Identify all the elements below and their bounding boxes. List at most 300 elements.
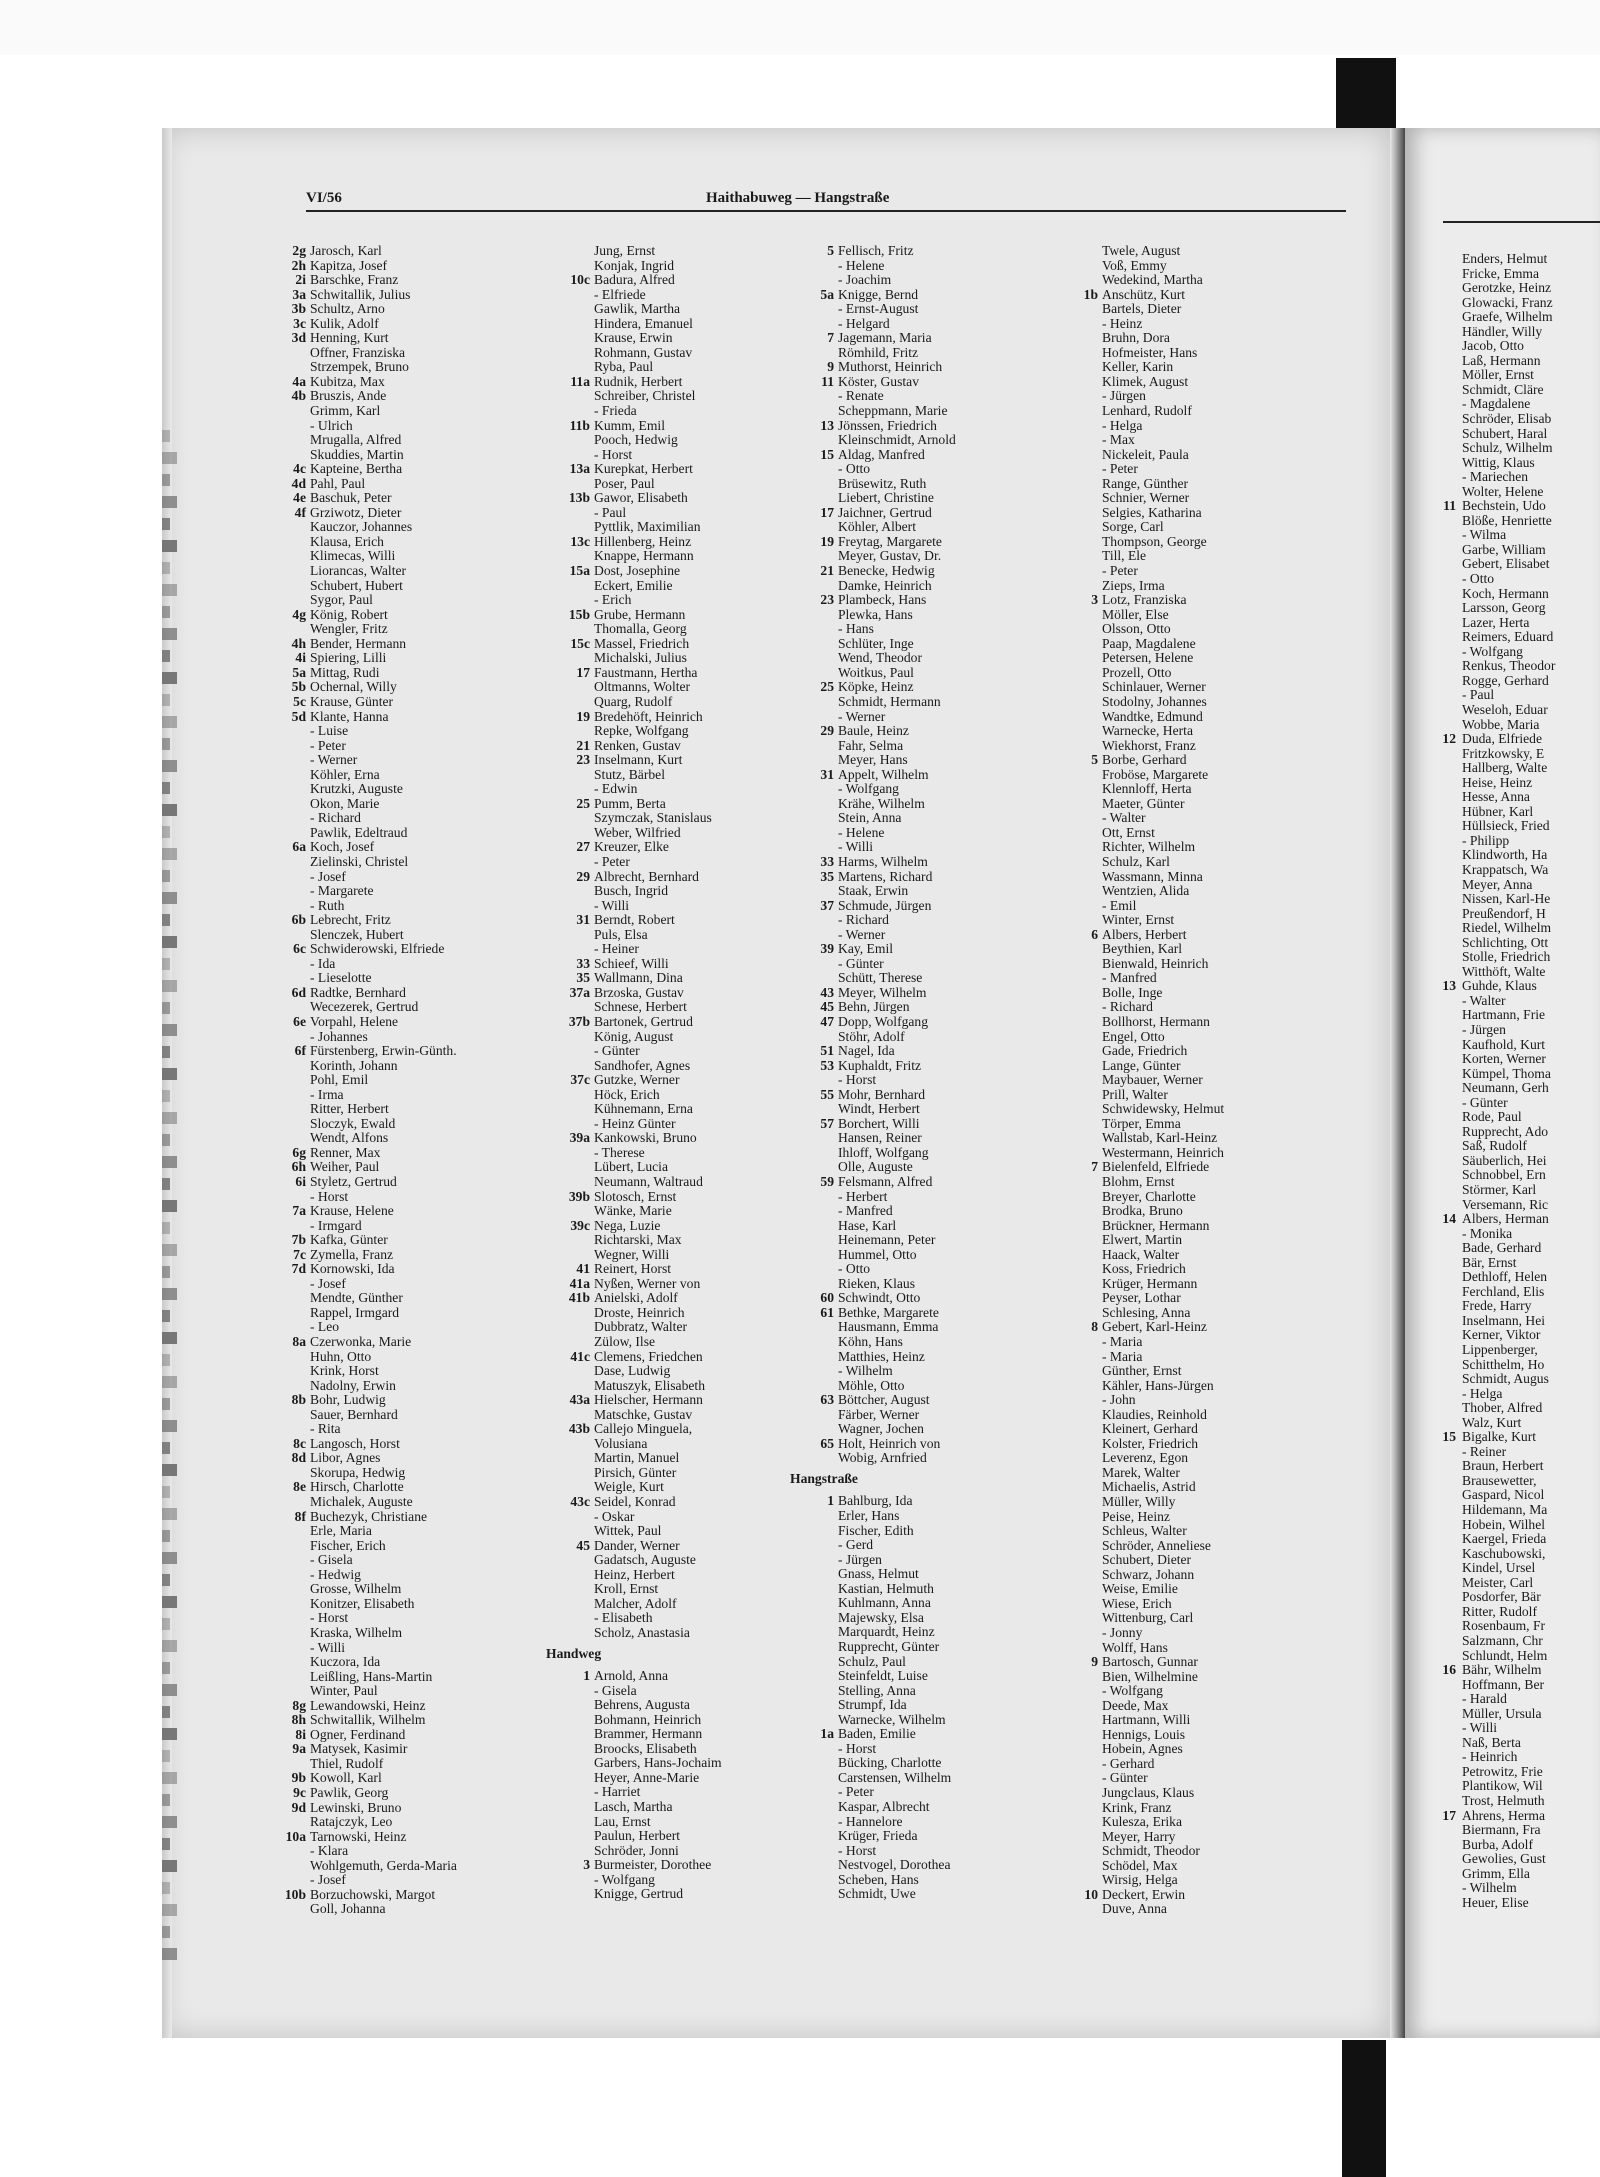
- resident-entry: [1054, 1699, 1354, 1714]
- resident-entry: [790, 1059, 1080, 1074]
- resident-name: - Helene: [838, 257, 885, 273]
- resident-entry: [262, 768, 552, 783]
- scan-mark: [162, 870, 170, 882]
- house-number: 11b: [569, 417, 590, 433]
- resident-name: Barschke, Franz: [310, 272, 399, 288]
- resident-name: Weigle, Kurt: [594, 1479, 664, 1495]
- resident-name: Wirsig, Helga: [1102, 1872, 1178, 1888]
- house-number: 31: [576, 912, 590, 928]
- resident-entry: [546, 957, 826, 972]
- resident-name: Goll, Johanna: [310, 1901, 386, 1917]
- resident-name: Bolle, Inge: [1102, 984, 1163, 1000]
- resident-name: Kroll, Ernst: [594, 1581, 659, 1597]
- resident-name: Jönssen, Friedrich: [838, 417, 937, 433]
- resident-name: Schultz, Arno: [310, 301, 385, 317]
- house-number: 13b: [568, 490, 590, 506]
- resident-entry: [790, 549, 1080, 564]
- resident-name: Bigalke, Kurt: [1462, 1429, 1536, 1445]
- resident-entry: [262, 1742, 552, 1757]
- resident-entry: [1054, 1902, 1354, 1917]
- resident-name: Baschuk, Peter: [310, 490, 392, 506]
- resident-name: Krink, Franz: [1102, 1799, 1172, 1815]
- resident-name: Bähr, Wilhelm: [1462, 1662, 1542, 1678]
- scan-mark: [162, 892, 177, 904]
- house-number: 1: [827, 1493, 834, 1509]
- resident-name: Brodka, Bruno: [1102, 1203, 1183, 1219]
- resident-name: Warnecke, Wilhelm: [838, 1711, 946, 1727]
- resident-entry: [262, 244, 552, 259]
- resident-entry: [546, 1335, 826, 1350]
- resident-name: Heise, Heinz: [1462, 774, 1533, 790]
- resident-name: Neumann, Gerh: [1462, 1080, 1549, 1096]
- resident-name: Heuer, Elise: [1462, 1894, 1529, 1910]
- resident-name: Bartels, Dieter: [1102, 301, 1182, 317]
- house-number: 11a: [570, 373, 590, 389]
- scan-mark: [162, 1904, 177, 1916]
- resident-entry: [546, 244, 826, 259]
- resident-entry: [546, 884, 826, 899]
- resident-entry: [262, 1757, 552, 1772]
- resident-entry: [790, 1000, 1080, 1015]
- resident-name: Ihloff, Wolfgang: [838, 1144, 929, 1160]
- resident-entry: [546, 1262, 826, 1277]
- resident-name: - Richard: [1102, 999, 1153, 1015]
- resident-entry: [790, 1320, 1080, 1335]
- scan-mark: [162, 958, 170, 970]
- resident-entry: [1442, 1299, 1600, 1314]
- resident-entry: [262, 1320, 552, 1335]
- house-number: 39c: [570, 1217, 590, 1233]
- resident-name: - Joachim: [838, 272, 892, 288]
- resident-entry: [546, 1015, 826, 1030]
- resident-entry: [262, 404, 552, 419]
- resident-entry: [790, 811, 1080, 826]
- resident-name: - Horst: [838, 1842, 877, 1858]
- resident-name: Bienwald, Heinrich: [1102, 955, 1209, 971]
- resident-entry: [546, 971, 826, 986]
- resident-name: Bien, Wilhelmine: [1102, 1668, 1198, 1684]
- resident-name: König, August: [594, 1028, 674, 1044]
- resident-entry: [1054, 1015, 1354, 1030]
- resident-name: Kapteine, Bertha: [310, 461, 403, 477]
- resident-entry: [1442, 339, 1600, 354]
- resident-name: Krutzki, Auguste: [310, 781, 403, 797]
- resident-entry: [546, 419, 826, 434]
- resident-entry: [790, 1175, 1080, 1190]
- resident-entry: [790, 579, 1080, 594]
- resident-entry: [1054, 1190, 1354, 1205]
- resident-entry: [262, 724, 552, 739]
- resident-name: Wiese, Erich: [1102, 1595, 1172, 1611]
- house-number: 4g: [292, 606, 306, 622]
- resident-name: - Ernst-August: [838, 301, 919, 317]
- resident-entry: [1054, 1451, 1354, 1466]
- resident-name: Krüger, Frieda: [838, 1828, 918, 1844]
- resident-entry: [262, 520, 552, 535]
- resident-name: Jaichner, Gertrud: [838, 504, 932, 520]
- resident-name: Schitthelm, Ho: [1462, 1356, 1545, 1372]
- resident-name: - Leo: [310, 1319, 340, 1335]
- house-number: 47: [820, 1013, 834, 1029]
- resident-name: Rieken, Klaus: [838, 1275, 916, 1291]
- resident-entry: [1054, 1539, 1354, 1554]
- resident-entry: [262, 840, 552, 855]
- resident-name: - Gerhard: [1102, 1755, 1155, 1771]
- resident-entry: [1442, 703, 1600, 718]
- resident-entry: [1054, 1888, 1354, 1903]
- resident-entry: [1054, 360, 1354, 375]
- resident-name: Grimm, Karl: [310, 403, 381, 419]
- resident-entry: [1054, 1350, 1354, 1365]
- resident-entry: [546, 375, 826, 390]
- resident-entry: [262, 622, 552, 637]
- resident-name: Albers, Herbert: [1102, 926, 1187, 942]
- resident-entry: [546, 593, 826, 608]
- resident-entry: [546, 797, 826, 812]
- resident-name: Hummel, Otto: [838, 1246, 917, 1262]
- resident-name: - Wilma: [1462, 527, 1507, 543]
- resident-name: Duve, Anna: [1102, 1901, 1167, 1917]
- resident-name: Dase, Ludwig: [594, 1363, 671, 1379]
- resident-name: Graefe, Wilhelm: [1462, 309, 1553, 325]
- house-number: 5a: [292, 664, 306, 680]
- resident-entry: [262, 1844, 552, 1859]
- resident-name: Richter, Wilhelm: [1102, 839, 1196, 855]
- resident-name: Kolster, Friedrich: [1102, 1435, 1199, 1451]
- house-number: 8g: [292, 1697, 306, 1713]
- resident-name: Kleinert, Gerhard: [1102, 1421, 1198, 1437]
- resident-entry: [1442, 718, 1600, 733]
- resident-name: Stolle, Friedrich: [1462, 949, 1551, 965]
- resident-entry: [1054, 244, 1354, 259]
- resident-name: Repke, Wolfgang: [594, 723, 689, 739]
- resident-entry: [790, 1030, 1080, 1045]
- resident-entry: [262, 564, 552, 579]
- house-number: 25: [820, 679, 834, 695]
- resident-entry: [790, 1771, 1080, 1786]
- resident-entry: [1054, 1248, 1354, 1263]
- resident-name: Buchezyk, Christiane: [310, 1508, 428, 1524]
- resident-entry: [546, 302, 826, 317]
- house-number: 35: [820, 868, 834, 884]
- house-number: 12: [1442, 731, 1456, 747]
- resident-name: Felsmann, Alfred: [838, 1174, 933, 1189]
- resident-name: Krüger, Hermann: [1102, 1275, 1198, 1291]
- resident-name: Störmer, Karl: [1462, 1182, 1537, 1197]
- house-number: 45: [576, 1537, 590, 1553]
- resident-entry: [1054, 695, 1354, 710]
- resident-name: Mittag, Rudi: [310, 664, 380, 680]
- resident-name: Wobig, Arnfried: [838, 1450, 927, 1466]
- house-number: 5: [1091, 752, 1098, 768]
- resident-entry: [546, 1873, 826, 1888]
- resident-name: Liorancas, Walter: [310, 563, 407, 579]
- scan-mark: [162, 1882, 170, 1894]
- resident-entry: [262, 1524, 552, 1539]
- street-heading: Handweg: [546, 1645, 602, 1661]
- resident-name: Posdorfer, Bär: [1462, 1589, 1541, 1605]
- resident-entry: [1054, 1175, 1354, 1190]
- resident-entry: [262, 419, 552, 434]
- resident-name: Hobein, Agnes: [1102, 1741, 1183, 1757]
- resident-entry: [262, 753, 552, 768]
- resident-name: Deckert, Erwin: [1102, 1886, 1186, 1902]
- resident-entry: [1442, 1649, 1600, 1664]
- resident-entry: [1054, 520, 1354, 535]
- resident-entry: [1054, 1626, 1354, 1641]
- resident-name: Muthorst, Heinrich: [838, 359, 943, 375]
- resident-name: - Peter: [1102, 563, 1138, 579]
- resident-name: Hielscher, Hermann: [594, 1392, 703, 1408]
- resident-name: Borzuchowski, Margot: [310, 1886, 436, 1902]
- resident-entry: [790, 1640, 1080, 1655]
- resident-name: Hübner, Karl: [1462, 803, 1534, 819]
- resident-name: Radtke, Bernhard: [310, 984, 406, 1000]
- resident-name: Schubert, Haral: [1462, 425, 1548, 441]
- resident-name: - Willi: [838, 839, 874, 855]
- resident-entry: [1442, 616, 1600, 631]
- scan-mark: [162, 1530, 170, 1542]
- scan-mark: [162, 1090, 170, 1102]
- resident-name: Massel, Friedrich: [594, 635, 690, 651]
- house-number: 15a: [569, 563, 590, 579]
- resident-entry: [546, 1713, 826, 1728]
- resident-name: Klimecas, Willi: [310, 548, 396, 564]
- resident-name: Prozell, Otto: [1102, 664, 1172, 680]
- resident-name: Nyßen, Werner von: [594, 1275, 701, 1291]
- resident-name: Wengler, Fritz: [310, 621, 388, 637]
- house-number: 4h: [291, 635, 306, 651]
- resident-name: Gebert, Elisabet: [1462, 556, 1550, 572]
- resident-name: Gawor, Elisabeth: [594, 490, 688, 506]
- house-number: 19: [820, 533, 834, 549]
- resident-entry: [262, 593, 552, 608]
- resident-name: Gutzke, Werner: [594, 1072, 680, 1088]
- resident-name: - Wolfgang: [1102, 1683, 1163, 1699]
- resident-entry: [1054, 1306, 1354, 1321]
- resident-entry: [1054, 666, 1354, 681]
- resident-name: Günther, Ernst: [1102, 1363, 1182, 1379]
- resident-entry: [262, 1248, 552, 1263]
- resident-name: Winter, Paul: [310, 1683, 378, 1699]
- resident-entry: [1054, 1073, 1354, 1088]
- resident-name: Rappel, Irmgard: [310, 1304, 400, 1320]
- resident-entry: [262, 1655, 552, 1670]
- resident-name: Voß, Emmy: [1102, 257, 1167, 273]
- resident-name: - Wilhelm: [838, 1363, 893, 1379]
- resident-entry: [1442, 892, 1600, 907]
- resident-entry: [262, 1713, 552, 1728]
- house-number: 37c: [570, 1072, 590, 1088]
- resident-entry: [1054, 1320, 1354, 1335]
- resident-name: Bohmann, Heinrich: [594, 1711, 702, 1727]
- resident-entry: [262, 1451, 552, 1466]
- resident-entry: [1442, 965, 1600, 980]
- resident-entry: [1054, 768, 1354, 783]
- resident-name: Meister, Carl: [1462, 1574, 1534, 1590]
- resident-entry: [1054, 302, 1354, 317]
- resident-name: Salzmann, Chr: [1462, 1632, 1543, 1648]
- resident-entry: [790, 375, 1080, 390]
- resident-name: Koch, Hermann: [1462, 585, 1549, 601]
- resident-entry: [546, 1073, 826, 1088]
- resident-name: - Jürgen: [1462, 1021, 1506, 1037]
- house-number: 5: [827, 243, 834, 258]
- house-number: 14: [1442, 1211, 1456, 1227]
- resident-name: Holt, Heinrich von: [838, 1435, 941, 1451]
- resident-name: Nestvogel, Dorothea: [838, 1857, 951, 1873]
- scan-mark: [162, 1640, 177, 1652]
- resident-name: Schmidt, Cläre: [1462, 381, 1544, 397]
- resident-name: Gewolies, Gust: [1462, 1851, 1546, 1867]
- resident-entry: [262, 317, 552, 332]
- resident-name: Riedel, Wilhelm: [1462, 920, 1552, 936]
- scan-mark: [162, 584, 177, 596]
- resident-name: Pohl, Emil: [310, 1072, 369, 1088]
- resident-name: Schlesing, Anna: [1102, 1304, 1191, 1320]
- resident-entry: [790, 389, 1080, 404]
- resident-name: Larsson, Georg: [1462, 600, 1546, 616]
- resident-name: Winter, Ernst: [1102, 912, 1175, 928]
- resident-name: Konitzer, Elisabeth: [310, 1595, 415, 1611]
- resident-name: - Luise: [310, 723, 349, 739]
- resident-entry: [790, 288, 1080, 303]
- resident-entry: [546, 1030, 826, 1045]
- resident-name: Meyer, Anna: [1462, 876, 1533, 892]
- resident-entry: [1054, 1553, 1354, 1568]
- resident-entry: [1054, 1030, 1354, 1045]
- resident-entry: [790, 462, 1080, 477]
- house-number: 4a: [292, 373, 306, 389]
- running-head: [306, 190, 1346, 212]
- resident-entry: [790, 1829, 1080, 1844]
- resident-entry: [1054, 273, 1354, 288]
- resident-entry: [1442, 1852, 1600, 1867]
- resident-name: Köster, Gustav: [838, 373, 920, 389]
- resident-entry: [546, 782, 826, 797]
- resident-name: Möller, Ernst: [1462, 367, 1534, 383]
- resident-name: Wolter, Helene: [1462, 483, 1544, 499]
- resident-name: Schieef, Willi: [594, 955, 669, 971]
- resident-entry: [1442, 1794, 1600, 1809]
- resident-name: Scheppmann, Marie: [838, 403, 948, 419]
- resident-name: - Werner: [310, 752, 358, 768]
- resident-entry: [790, 637, 1080, 652]
- resident-entry: [546, 1233, 826, 1248]
- resident-name: - Herbert: [838, 1188, 888, 1204]
- resident-name: Pawlik, Georg: [310, 1784, 389, 1800]
- resident-entry: [790, 1088, 1080, 1103]
- resident-entry: [546, 564, 826, 579]
- house-number: 8e: [293, 1479, 306, 1495]
- resident-entry: [1442, 1896, 1600, 1911]
- resident-name: Hesse, Anna: [1462, 789, 1530, 805]
- resident-entry: [1442, 761, 1600, 776]
- resident-entry: [546, 1422, 826, 1437]
- resident-name: - Ruth: [310, 897, 345, 913]
- resident-entry: [1054, 1684, 1354, 1699]
- resident-entry: [546, 1815, 826, 1830]
- resident-entry: [790, 768, 1080, 783]
- resident-name: Saß, Rudolf: [1462, 1138, 1527, 1154]
- resident-name: Lebrecht, Fritz: [310, 912, 391, 928]
- resident-entry: [1054, 928, 1354, 943]
- house-number: 29: [576, 868, 590, 884]
- resident-entry: [262, 462, 552, 477]
- resident-entry: [790, 753, 1080, 768]
- resident-entry: [1442, 674, 1600, 689]
- house-number: 41c: [570, 1348, 590, 1364]
- resident-name: Blohm, Ernst: [1102, 1174, 1175, 1189]
- resident-name: Matschke, Gustav: [594, 1406, 693, 1422]
- resident-name: - Josef: [310, 868, 346, 884]
- house-number: 5b: [291, 679, 306, 695]
- resident-name: Schnese, Herbert: [594, 999, 687, 1015]
- resident-entry: [790, 317, 1080, 332]
- resident-name: - Otto: [838, 461, 871, 477]
- resident-name: - Wolfgang: [1462, 643, 1523, 659]
- resident-entry: [262, 1204, 552, 1219]
- resident-name: Zielinski, Christel: [310, 853, 409, 869]
- resident-name: Westermann, Heinrich: [1102, 1144, 1224, 1160]
- resident-name: - Werner: [838, 708, 886, 724]
- house-number: 6e: [293, 1013, 306, 1029]
- resident-entry: [546, 1306, 826, 1321]
- resident-entry: [790, 1785, 1080, 1800]
- resident-entry: [1442, 1547, 1600, 1562]
- resident-name: Kleinschmidt, Arnold: [838, 432, 956, 448]
- resident-name: Schlichting, Ott: [1462, 934, 1549, 950]
- resident-name: Busch, Ingrid: [594, 883, 669, 899]
- resident-name: Lange, Günter: [1102, 1057, 1181, 1073]
- resident-name: - Maria: [1102, 1334, 1143, 1350]
- resident-entry: [262, 1859, 552, 1874]
- resident-entry: [546, 1219, 826, 1234]
- resident-entry: [546, 259, 826, 274]
- resident-name: - Paul: [594, 504, 627, 520]
- resident-entry: [790, 1044, 1080, 1059]
- resident-name: Müller, Willy: [1102, 1494, 1176, 1510]
- resident-name: Witthöft, Walte: [1462, 963, 1546, 979]
- resident-name: Schwarz, Johann: [1102, 1566, 1195, 1582]
- resident-name: Sygor, Paul: [310, 592, 373, 608]
- resident-entry: [262, 1102, 552, 1117]
- house-number: 16: [1442, 1662, 1456, 1678]
- resident-entry: [546, 1626, 826, 1641]
- resident-name: Nega, Luzie: [594, 1217, 661, 1233]
- house-number: 5d: [291, 708, 306, 724]
- resident-entry: [546, 1350, 826, 1365]
- scan-mark: [162, 738, 170, 750]
- resident-entry: [790, 535, 1080, 550]
- resident-entry: [1054, 1422, 1354, 1437]
- resident-name: - Walter: [1102, 810, 1146, 826]
- resident-name: Hobein, Wilhel: [1462, 1516, 1546, 1532]
- resident-entry: [790, 1625, 1080, 1640]
- resident-name: Leißling, Hans-Martin: [310, 1668, 433, 1684]
- scan-mark: [162, 1816, 177, 1828]
- resident-entry: [546, 1669, 826, 1684]
- resident-name: Bender, Hermann: [310, 635, 407, 651]
- scan-mark: [162, 1112, 177, 1124]
- resident-entry: [262, 1291, 552, 1306]
- resident-entry: [790, 942, 1080, 957]
- resident-name: Brausewetter,: [1462, 1472, 1537, 1488]
- resident-entry: [546, 753, 826, 768]
- resident-entry: [1442, 1387, 1600, 1402]
- resident-entry: [1442, 1227, 1600, 1242]
- resident-entry: [262, 797, 552, 812]
